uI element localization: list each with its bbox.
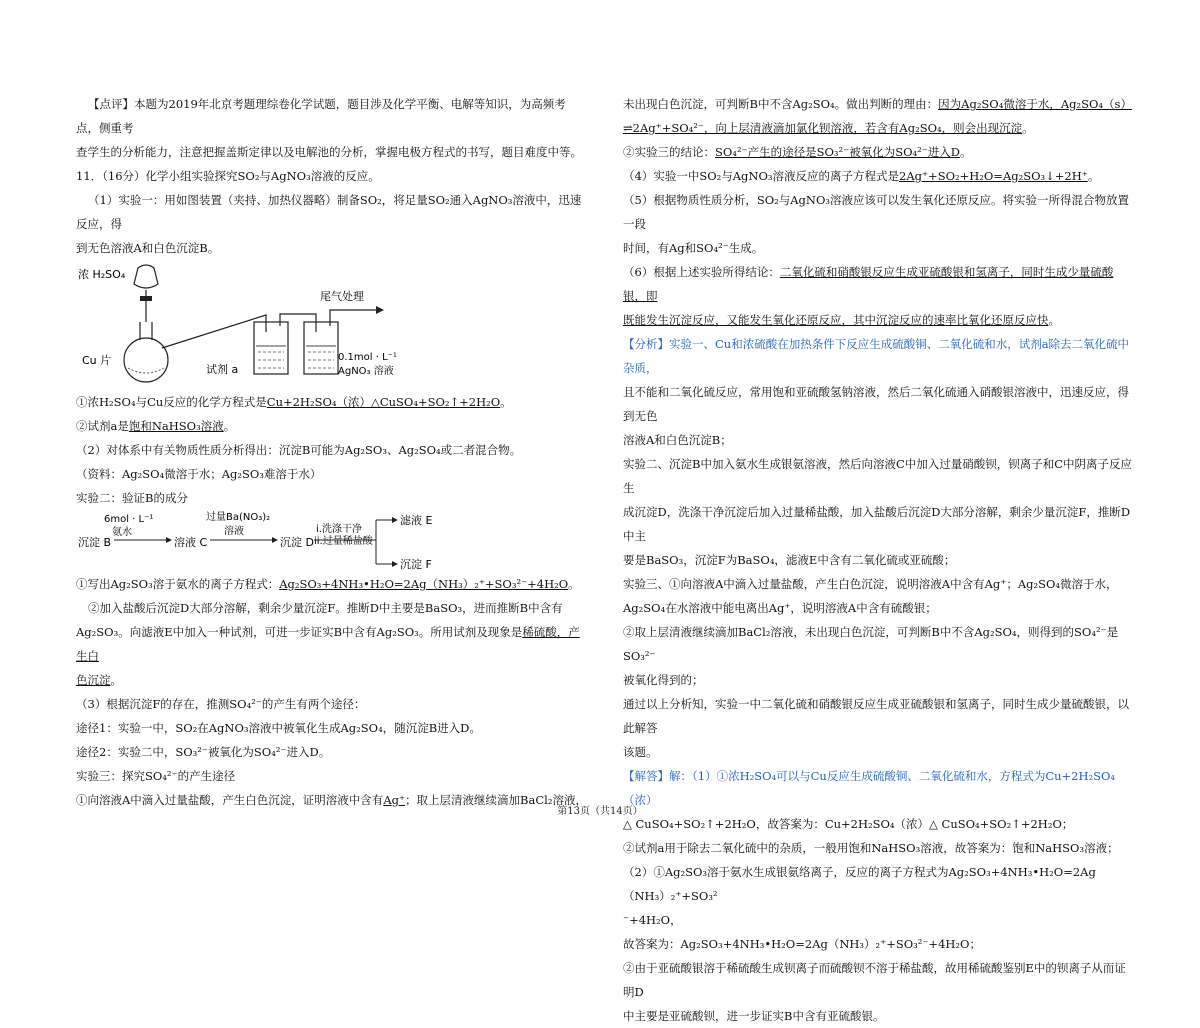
funnel	[134, 265, 158, 288]
experiment-3-title: 实验三：探究SO₄²⁻的产生途径	[76, 769, 236, 783]
analysis-line-2: 且不能和二氧化硫反应，常用饱和亚硫酸氢钠溶液，然后二氧化硫通入硝酸银溶液中，迅速反应，得到无色	[623, 385, 1129, 423]
solution-line-5: ⁻+4H₂O，	[623, 913, 682, 927]
review-line-2: 查学生的分析能力，注意把握盖斯定律以及电解池的分析，掌握电极方程式的书写，题目难度中等。	[76, 145, 582, 159]
experiment-2-title: 实验二：验证B的成分	[76, 491, 188, 505]
analysis-line-12: 该题。	[623, 745, 658, 759]
flow-filtrate-e: 滤液 E	[400, 514, 433, 527]
q2-answer: 饱和NaHSO₃溶液	[128, 419, 224, 433]
r2-answer: ⇌2Ag⁺+SO₄²⁻，向上层清液滴加氯化钡溶液，若含有Ag₂SO₄，则会出现沉淀	[623, 121, 1023, 135]
solution-line-1: 【解答】解：（1）①浓H₂SO₄可以与Cu反应生成硫酸铜、二氧化硫和水，方程式为Cu+2H₂SO₄（浓）	[623, 769, 1116, 807]
flow-reagent-1b: 氨水	[112, 527, 132, 538]
r7-answer: 二氧化硫和硝酸银反应生成亚硫酸银和氢离子，同时生成少量硫酸银，即	[623, 265, 1114, 303]
r4-line: （4）实验一中SO₂与AgNO₃溶液反应的离子方程式是2Ag⁺+SO₂+H₂O=Ag₂SO₃↓+2H⁺。	[623, 169, 1100, 183]
flow-solution-c: 溶液 C	[174, 536, 208, 549]
part3-line: （3）根据沉淀F的存在，推测SO₄²⁻的产生有两个途径：	[76, 697, 366, 711]
page-footer: 第13页（共14页）	[557, 806, 643, 817]
q2-line: ②试剂a是饱和NaHSO₃溶液。	[76, 419, 236, 433]
r2-line: ⇌2Ag⁺+SO₄²⁻，向上层清液滴加氯化钡溶液，若含有Ag₂SO₄，则会出现沉淀。	[623, 121, 1034, 135]
q8-answer: 稀硫酸，产生白	[76, 625, 580, 663]
reference-note: （资料：Ag₂SO₄微溶于水；Ag₂SO₃难溶于水）	[76, 467, 322, 481]
q14-line: ①向溶液A中滴入过量盐酸，产生白色沉淀，证明溶液中含有Ag⁺；取上层清液继续滴加BaCl₂溶液，	[76, 793, 587, 807]
q1-line: ①浓H₂SO₄与Cu反应的化学方程式是Cu+2H₂SO₄（浓）△CuSO₄+SO₂↑+2H₂O。	[76, 395, 512, 409]
q9-line: 色沉淀。	[76, 673, 122, 687]
analysis-line-5: 成沉淀D，洗涤干净沉淀后加入过量稀盐酸，加入盐酸后沉淀D大部分溶解，剩余少量沉淀F，推断D中主	[623, 505, 1131, 543]
solution-line-7: ②由于亚硫酸银溶于稀硫酸生成钡离子而硫酸钡不溶于稀盐酸，故用稀硫酸鉴别E中的钡离子从而证明D	[623, 961, 1126, 999]
flow-step-1: i.洗涤干净	[316, 524, 362, 535]
apparatus-figure	[76, 260, 406, 390]
solution-line-3: ②试剂a用于除去二氧化硫中的杂质，一般用饱和NaHSO₃溶液，故答案为：饱和NaHSO₃溶液；	[623, 841, 1119, 855]
analysis-line-1: 【分析】实验一、Cu和浓硫酸在加热条件下反应生成硫酸铜、二氧化硫和水，试剂a除去二氧化硫中杂质，	[623, 337, 1130, 375]
r8-line: 既能发生沉淀反应，又能发生氧化还原反应，其中沉淀反应的速率比氧化还原反应快。	[623, 313, 1060, 327]
flow-precipitate-b: 沉淀 B	[78, 536, 112, 549]
solution-line-4: （2）①Ag₂SO₃溶于氨水生成银氨络离子，反应的离子方程式为Ag₂SO₃+4NH₃•H₂O=2Ag（NH₃）₂⁺+SO₃²	[623, 865, 1096, 903]
solution-line-2: △ CuSO₄+SO₂↑+2H₂O，故答案为：Cu+2H₂SO₄（浓）△ CuSO₄+SO₂↑+2H₂O；	[623, 817, 1074, 831]
analysis-line-11: 通过以上分析知，实验一中二氧化硫和硝酸银反应生成亚硫酸银和氢离子，同时生成少量硫酸银，以此解答	[623, 697, 1129, 735]
review-line-1: 【点评】本题为2019年北京考题理综卷化学试题，题目涉及化学平衡、电解等知识，为高频考点，侧重考	[76, 97, 566, 135]
analysis-line-4: 实验二、沉淀B中加入氨水生成银氨溶液，然后向溶液C中加入过量硝酸钡，钡离子和C中阴离子反应生	[623, 457, 1133, 495]
flow-precipitate-d: 沉淀 D	[280, 536, 314, 549]
silver-nitrate-label: AgNO₃ 溶液	[338, 366, 394, 377]
tail-gas-label: 尾气处理	[320, 290, 364, 303]
part1-line-2: 到无色溶液A和白色沉淀B。	[76, 241, 220, 255]
analysis-line-6: 要是BaSO₃，沉淀F为BaSO₄，滤液E中含有二氧化硫或亚硫酸；	[623, 553, 956, 567]
part1-line-1: （1）实验一：用如图装置（夹持、加热仪器略）制备SO₂，将足量SO₂通入AgNO₃溶液中，迅速反应，得	[76, 193, 582, 231]
q7-line: ②加入盐酸后沉淀D大部分溶解，剩余少量沉淀F。推断D中主要是BaSO₃，进而推断B中含有	[88, 601, 563, 615]
r3-line: ②实验三的结论：SO₄²⁻产生的途径是SO₃²⁻被氧化为SO₄²⁻进入D。	[623, 145, 972, 159]
r8-answer: 既能发生沉淀反应，又能发生氧化还原反应，其中沉淀反应的速率比氧化还原反应快	[623, 313, 1049, 327]
flow-step-2: ii.过量稀盐酸	[314, 536, 373, 547]
r1-line: 未出现白色沉淀，可判断B中不含Ag₂SO₄。做出判断的理由：因为Ag₂SO₄微溶于水，Ag₂SO₄（s）	[623, 97, 1132, 111]
q9-answer: 色沉淀	[76, 673, 111, 687]
cu-label: Cu 片	[82, 354, 112, 367]
apparatus-diagram	[76, 260, 406, 390]
flow-reagent-2: 过量Ba(NO₃)₂	[206, 512, 271, 523]
q1-answer: Cu+2H₂SO₄（浓）△CuSO₄+SO₂↑+2H₂O	[266, 395, 501, 409]
q8-line: Ag₂SO₃。向滤液E中加入一种试剂，可进一步证实B中含有Ag₂SO₃。所用试剂及现象是稀硫酸，产生白	[76, 625, 580, 663]
solution-line-6: 故答案为：Ag₂SO₃+4NH₃•H₂O=2Ag（NH₃）₂⁺+SO₃²⁻+4H₂O；	[623, 937, 981, 951]
analysis-line-9: ②取上层清液继续滴加BaCl₂溶液，未出现白色沉淀，可判断B中不含Ag₂SO₄，则得到的SO₄²⁻是SO₃²⁻	[623, 625, 1119, 663]
analysis-line-10: 被氧化得到的；	[623, 673, 704, 687]
flow-reagent-1: 6mol · L⁻¹	[104, 514, 154, 525]
concentration-label: 0.1mol · L⁻¹	[338, 352, 397, 363]
r3-answer: SO₄²⁻产生的途径是SO₃²⁻被氧化为SO₄²⁻进入D	[715, 145, 961, 159]
flow-chart	[76, 510, 436, 572]
r4-answer: 2Ag⁺+SO₂+H₂O=Ag₂SO₃↓+2H⁺	[899, 169, 1088, 183]
analysis-line-8: Ag₂SO₄在水溶液中能电离出Ag⁺，说明溶液A中含有硫酸银；	[623, 601, 937, 615]
round-flask	[124, 338, 168, 382]
wash-bottle	[254, 322, 288, 374]
r6-line: 时间，有Ag和SO₄²⁻生成。	[623, 241, 764, 255]
flow-reagent-2b: 溶液	[224, 526, 244, 537]
r5-line: （5）根据物质性质分析，SO₂与AgNO₃溶液应该可以发生氧化还原反应。将实验一所得混合物放置一段	[623, 193, 1129, 231]
left-column	[76, 92, 588, 812]
solution-line-8: 中主要是亚硫酸钡，进一步证实B中含有亚硫酸银。	[623, 1009, 885, 1023]
flow-diagram	[76, 510, 588, 572]
reagent-a-label: 试剂 a	[206, 363, 239, 376]
analysis-line-3: 溶液A和白色沉淀B；	[623, 433, 732, 447]
q6-line: ①写出Ag₂SO₃溶于氨水的离子方程式：Ag₂SO₃+4NH₃•H₂O=2Ag（NH₃）₂⁺+SO₃²⁻+4H₂O。	[76, 577, 580, 591]
path-2-line: 途径2：实验二中，SO₃²⁻被氧化为SO₄²⁻进入D。	[76, 745, 331, 759]
right-column	[623, 92, 1135, 1028]
analysis-line-7: 实验三、①向溶液A中滴入过量盐酸，产生白色沉淀，说明溶液A中含有Ag⁺；Ag₂SO₄微溶于水，	[623, 577, 1118, 591]
part2-line: （2）对体系中有关物质性质分析得出：沉淀B可能为Ag₂SO₃、Ag₂SO₄或二者混合物。	[76, 443, 522, 457]
q6-answer: Ag₂SO₃+4NH₃•H₂O=2Ag（NH₃）₂⁺+SO₃²⁻+4H₂O	[279, 577, 569, 591]
flow-precipitate-f: 沉淀 F	[400, 558, 432, 571]
question-11-title: 11．（16分）化学小组实验探究SO₂与AgNO₃溶液的反应。	[76, 169, 380, 183]
q14-answer: Ag⁺	[383, 793, 406, 807]
silver-nitrate-bottle	[304, 322, 338, 374]
acid-label: 浓 H₂SO₄	[78, 268, 126, 281]
path-1-line: 途径1：实验一中，SO₂在AgNO₃溶液中被氧化生成Ag₂SO₄，随沉淀B进入D。	[76, 721, 481, 735]
r7-line: （6）根据上述实验所得结论：二氧化硫和硝酸银反应生成亚硫酸银和氢离子，同时生成少量硫酸银，即	[623, 265, 1114, 303]
r1-answer: 因为Ag₂SO₄微溶于水，Ag₂SO₄（s）	[938, 97, 1132, 111]
